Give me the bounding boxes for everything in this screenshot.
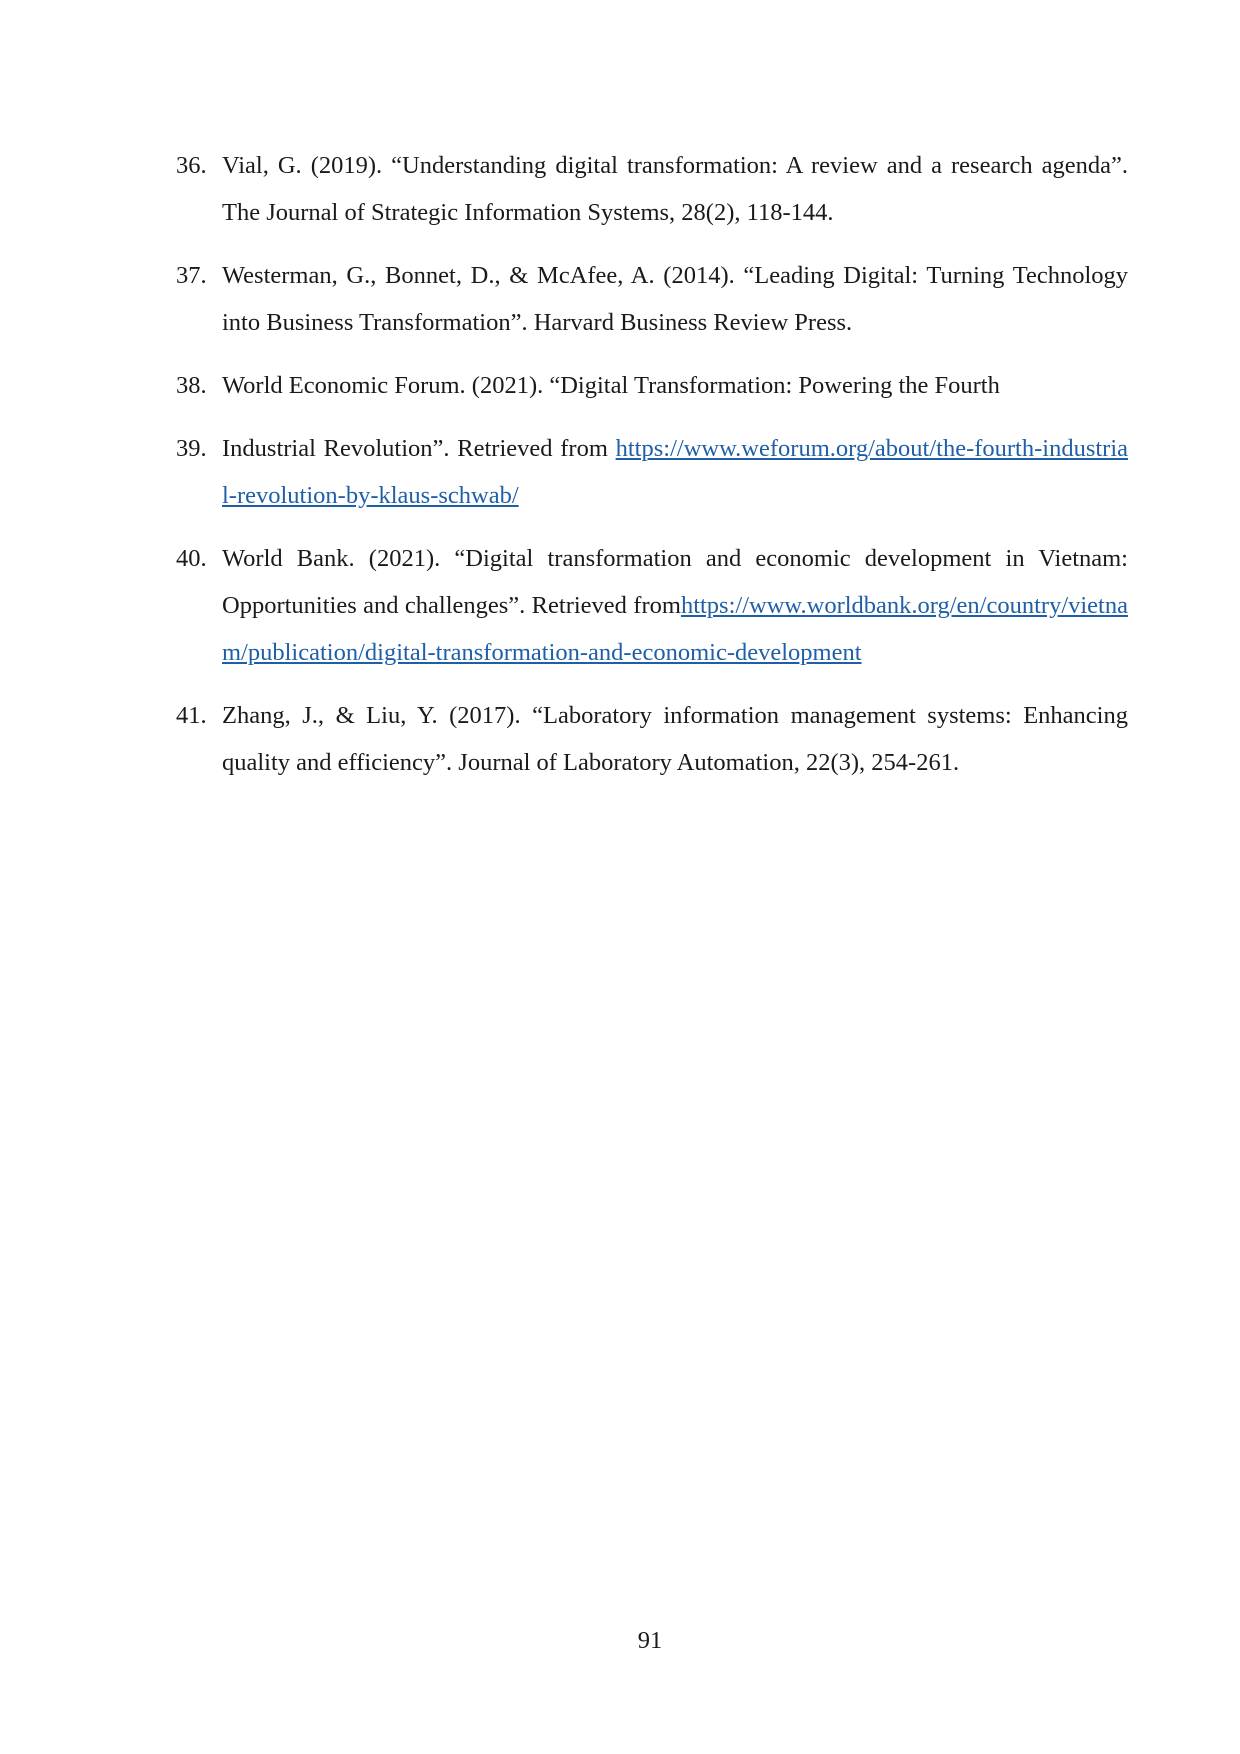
reference-item [176,362,1128,409]
reference-item [176,425,1128,519]
reference-item [176,535,1128,676]
reference-text: World Economic Forum. (2021). “Digital Transformation: Powering the Fourth [222,372,1000,399]
reference-list [176,142,1128,802]
reference-item [176,252,1128,346]
reference-number: 37. [176,262,207,289]
reference-number: 39. [176,435,207,462]
reference-item [176,142,1128,236]
reference-link[interactable]: https://www.worldbank.org/en/country/vietnam/publication/digital-transformation-and-economic-development [222,592,1128,666]
reference-number: 36. [176,152,207,179]
page-number: 91 [637,1627,663,1654]
reference-text: Vial, G. (2019). “Understanding digital transformation: A review and a research agenda”. The Journal of Strategic Information Systems, 28(2), 118-144. [222,152,1128,226]
reference-text: Zhang, J., & Liu, Y. (2017). “Laboratory information management systems: Enhancing quality and efficiency”. Journal of Laboratory Automation, 22(3), 254-261. [222,702,1128,776]
reference-number: 40. [176,545,207,572]
reference-text: Westerman, G., Bonnet, D., & McAfee, A. (2014). “Leading Digital: Turning Technology into Business Transformation”. Harvard Business Review Press. [222,262,1128,336]
reference-text: World Bank. (2021). “Digital transformation and economic development in Vietnam: Opportunities and challenges”. Retrieved from [222,545,1128,619]
reference-text: Industrial Revolution”. Retrieved from [222,435,616,462]
reference-item [176,692,1128,786]
reference-number: 41. [176,702,207,729]
reference-number: 38. [176,372,207,399]
reference-link[interactable]: https://www.weforum.org/about/the-fourth-industrial-revolution-by-klaus-schwab/ [222,435,1128,509]
